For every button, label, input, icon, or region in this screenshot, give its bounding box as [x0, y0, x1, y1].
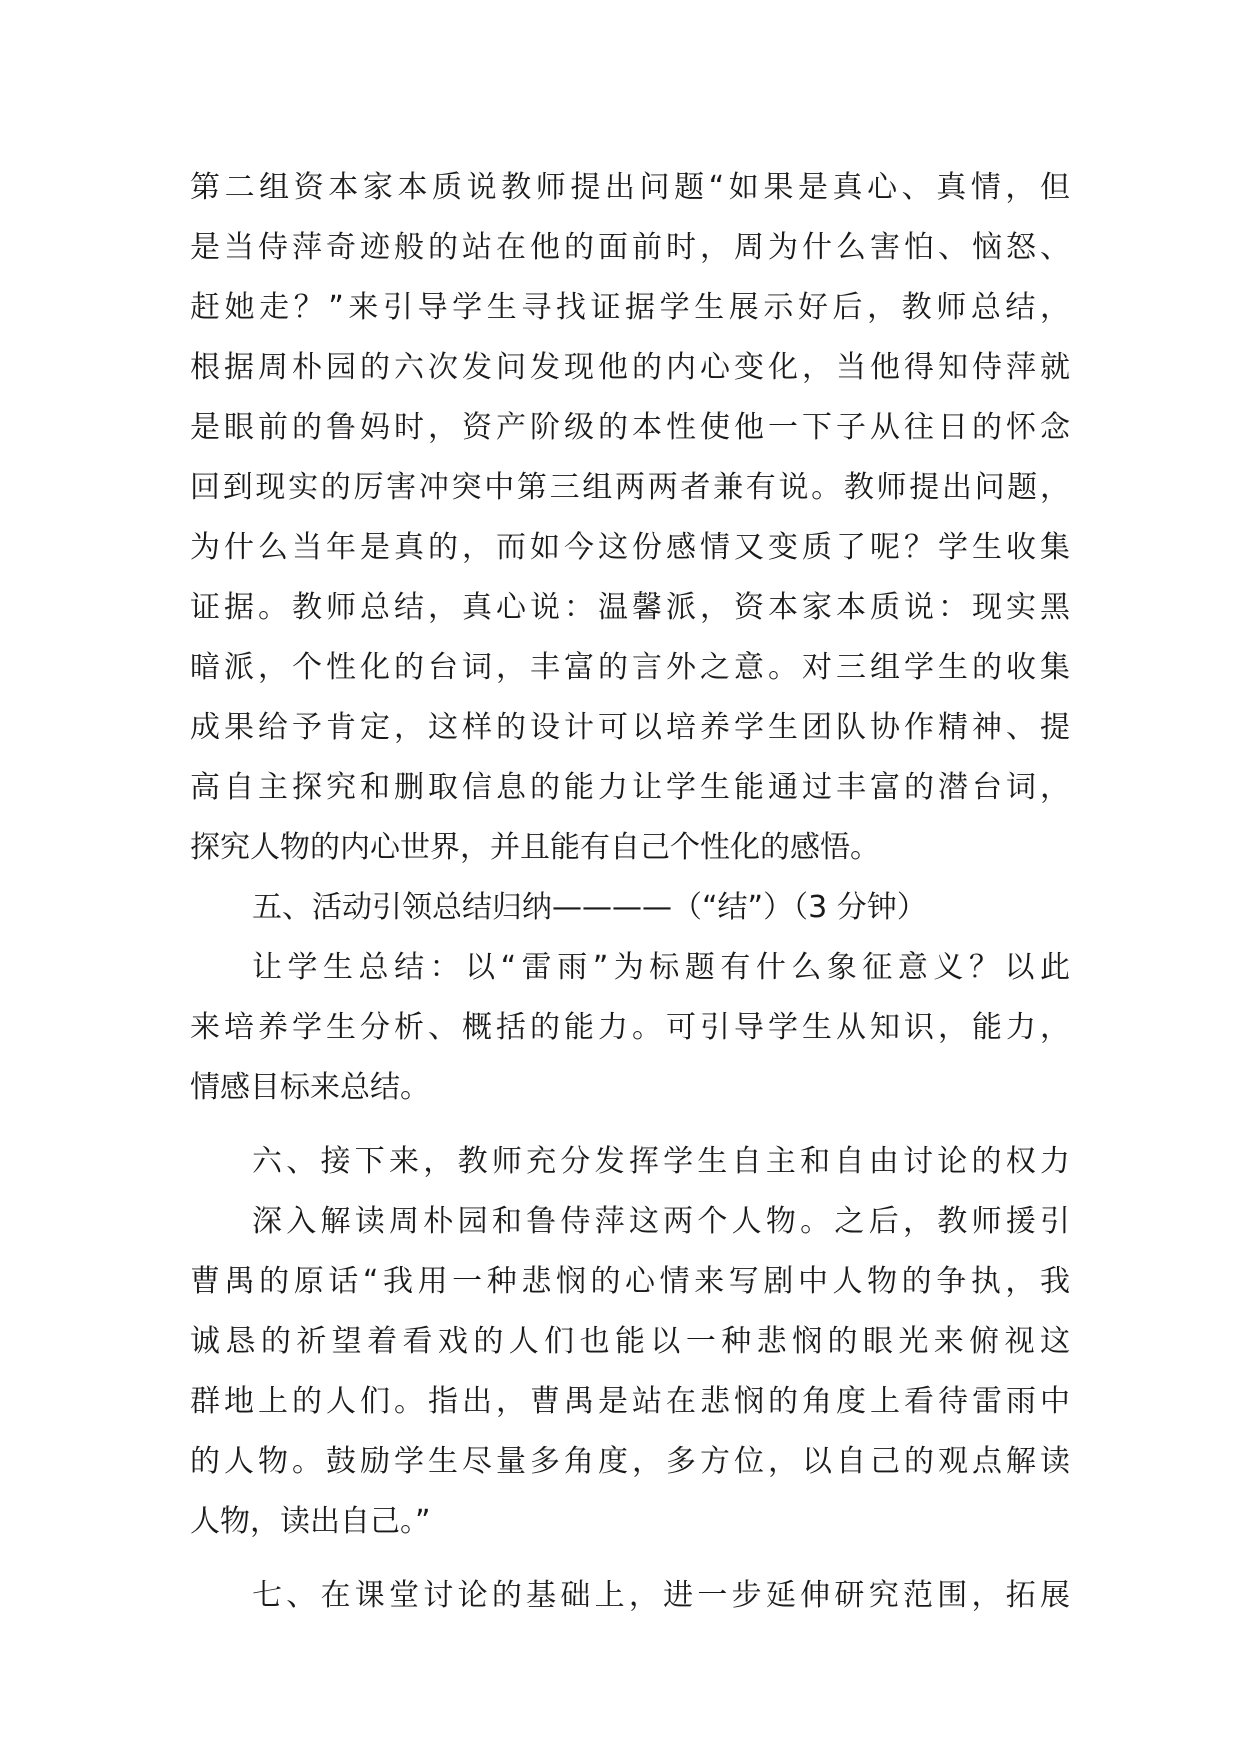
paragraph-line: 根据周朴园的六次发问发现他的内心变化，当他得知侍萍就: [190, 350, 1070, 385]
paragraph-line: 回到现实的厉害冲突中第三组两两者兼有说。教师提出问题，: [190, 470, 1070, 505]
paragraph-line: 诚恳的祈望着看戏的人们也能以一种悲悯的眼光来俯视这: [190, 1324, 1070, 1359]
paragraph-line: 情感目标来总结。: [190, 1070, 430, 1105]
paragraph-line: 暗派，个性化的台词，丰富的言外之意。对三组学生的收集: [190, 650, 1070, 685]
paragraph-line: 是眼前的鲁妈时，资产阶级的本性使他一下子从往日的怀念: [190, 410, 1070, 445]
document-body: [190, 158, 1070, 1626]
paragraph-line: 深入解读周朴园和鲁侍萍这两个人物。之后，教师援引: [252, 1204, 1070, 1239]
paragraph-line: 高自主探究和删取信息的能力让学生能通过丰富的潜台词，: [190, 770, 1070, 805]
paragraph-line: 赶她走？”来引导学生寻找证据学生展示好后，教师总结，: [190, 290, 1070, 325]
paragraph-line: 群地上的人们。指出，曹禺是站在悲悯的角度上看待雷雨中: [190, 1384, 1070, 1419]
paragraph-line: 曹禺的原话“我用一种悲悯的心情来写剧中人物的争执，我: [190, 1264, 1070, 1299]
paragraph-line: 是当侍萍奇迹般的站在他的面前时，周为什么害怕、恼怒、: [190, 230, 1070, 265]
paragraph-line: 来培养学生分析、概括的能力。可引导学生从知识，能力，: [190, 1010, 1070, 1045]
paragraph-line: 七、在课堂讨论的基础上，进一步延伸研究范围，拓展: [252, 1578, 1070, 1613]
paragraph-line: 证据。教师总结，真心说：温馨派，资本家本质说：现实黑: [190, 590, 1070, 625]
paragraph-line: 让学生总结：以“雷雨”为标题有什么象征意义？以此: [252, 950, 1070, 985]
paragraph-line: 人物，读出自己。”: [190, 1504, 431, 1539]
paragraph-line: 六、接下来，教师充分发挥学生自主和自由讨论的权力: [252, 1144, 1070, 1179]
paragraph-line: 探究人物的内心世界，并且能有自己个性化的感悟。: [190, 830, 880, 865]
paragraph-line: 为什么当年是真的，而如今这份感情又变质了呢？学生收集: [190, 530, 1070, 565]
paragraph-line: 第二组资本家本质说教师提出问题“如果是真心、真情，但: [190, 170, 1070, 205]
paragraph-line: 成果给予肯定，这样的设计可以培养学生团队协作精神、提: [190, 710, 1070, 745]
section-heading: 五、活动引领总结归纳————（“结”）（3 分钟）: [252, 890, 927, 925]
paragraph-line: 的人物。鼓励学生尽量多角度，多方位，以自己的观点解读: [190, 1444, 1070, 1479]
